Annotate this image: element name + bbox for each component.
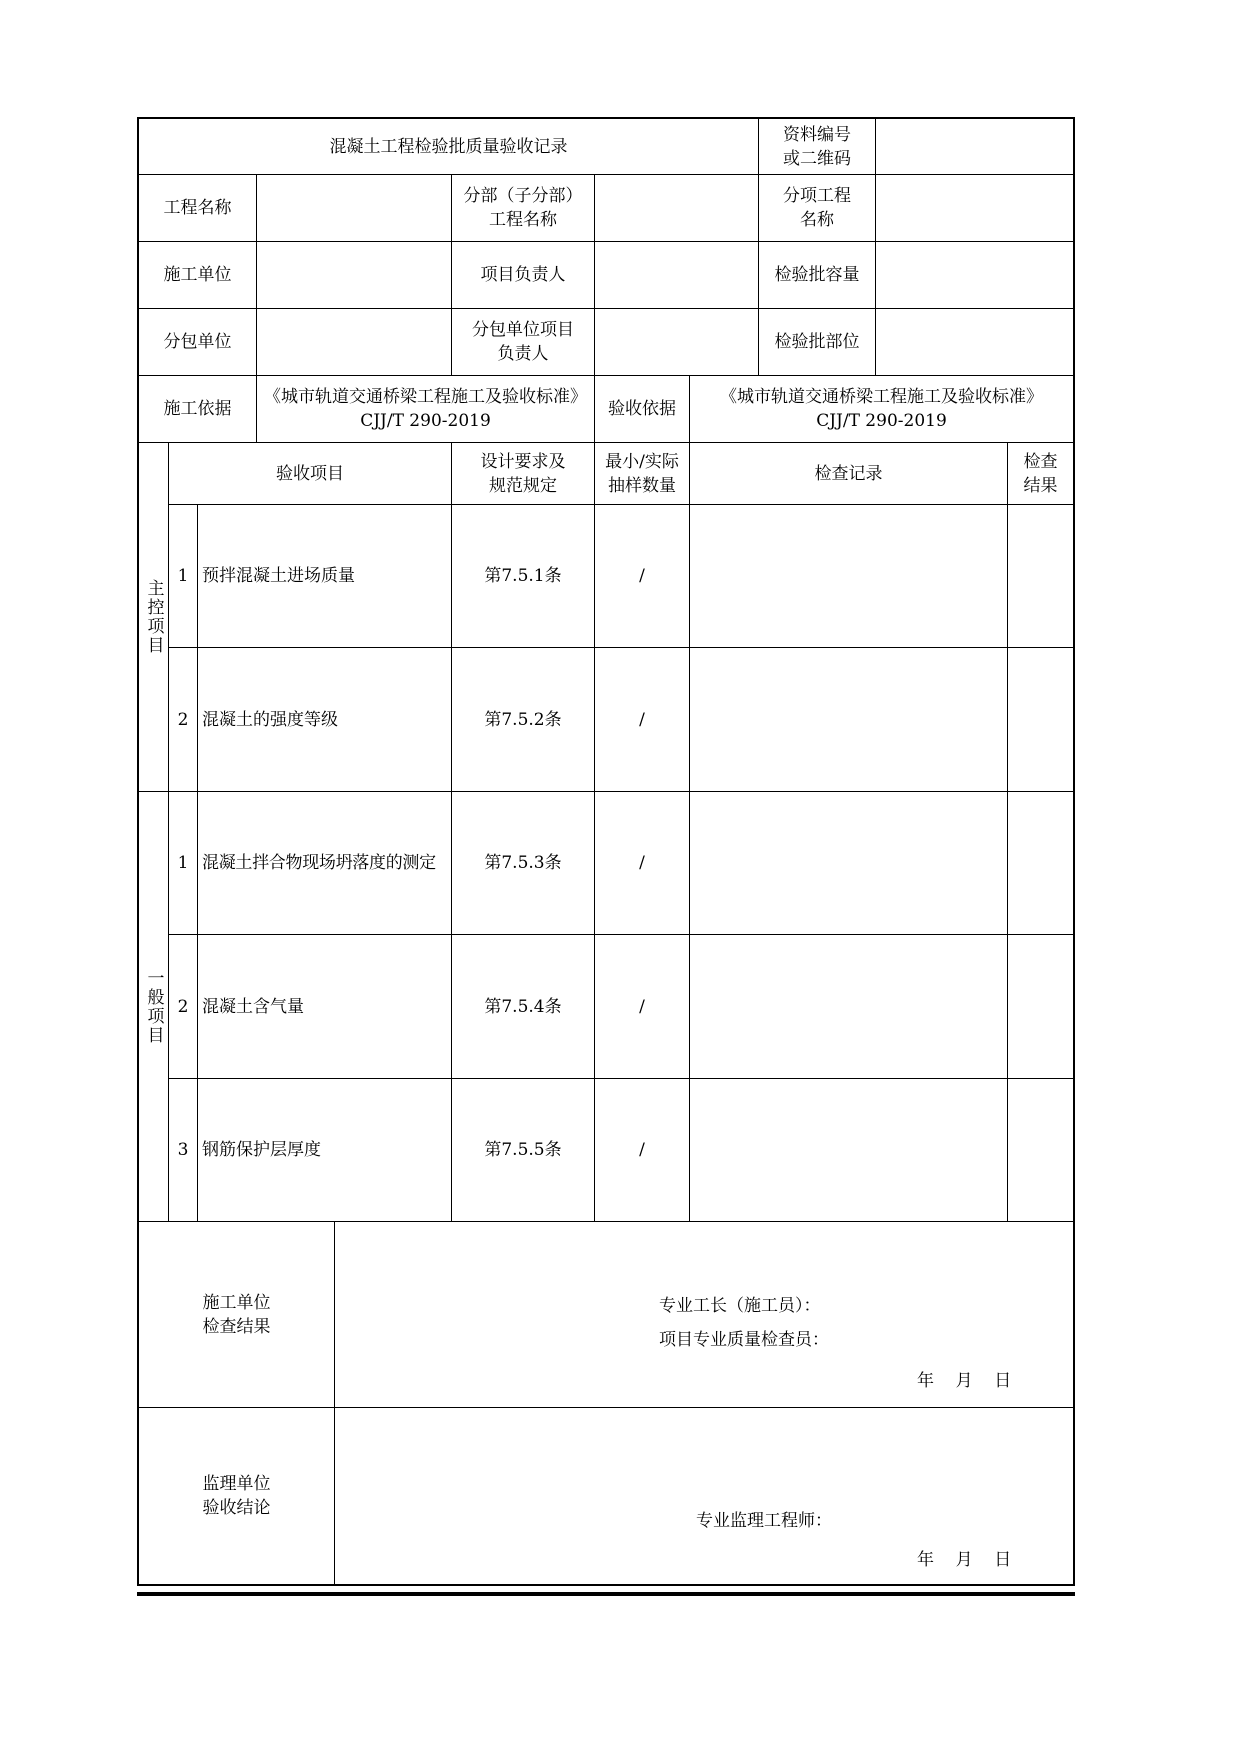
- item-number: 2: [169, 648, 198, 792]
- item-record-field[interactable]: [690, 1079, 1008, 1222]
- item-record-field[interactable]: [690, 935, 1008, 1079]
- item-name: 混凝土含气量: [198, 935, 452, 1079]
- item-name: 混凝土拌合物现场坍落度的测定: [198, 792, 452, 935]
- project-name-label: 工程名称: [139, 175, 257, 242]
- item-record-field[interactable]: [690, 648, 1008, 792]
- item-sample: /: [595, 792, 690, 935]
- bottom-rule: [137, 1592, 1075, 1596]
- item-clause: 第7.5.1条: [452, 505, 595, 648]
- item-name: 钢筋保护层厚度: [198, 1079, 452, 1222]
- foreman-signature-label: 专业工长（施工员）：: [659, 1296, 821, 1316]
- batch-location-label: 检验批部位: [759, 309, 876, 376]
- item-result-field[interactable]: [1008, 792, 1073, 935]
- col-header-design: 设计要求及 规范规定: [452, 443, 595, 505]
- item-number: 3: [169, 1079, 198, 1222]
- item-clause: 第7.5.5条: [452, 1079, 595, 1222]
- construction-basis-value: 《城市轨道交通桥梁工程施工及验收标准》CJJ/T 290-2019: [257, 376, 595, 443]
- item-sample: /: [595, 648, 690, 792]
- construction-basis-label: 施工依据: [139, 376, 257, 443]
- item-clause: 第7.5.4条: [452, 935, 595, 1079]
- item-clause: 第7.5.2条: [452, 648, 595, 792]
- sub-item-field[interactable]: [876, 175, 1073, 242]
- project-leader-field[interactable]: [595, 242, 759, 309]
- supervisor-check-label: 监理单位 验收结论: [139, 1408, 335, 1584]
- item-sample: /: [595, 935, 690, 1079]
- item-number: 1: [169, 792, 198, 935]
- form-title: 混凝土工程检验批质量验收记录: [139, 119, 759, 175]
- supervising-engineer-signature-label: 专业监理工程师：: [696, 1511, 832, 1531]
- doc-no-label: 资料编号 或二维码: [759, 119, 876, 175]
- col-header-result: 检查 结果: [1008, 443, 1073, 505]
- acceptance-basis-value: 《城市轨道交通桥梁工程施工及验收标准》 CJJ/T 290-2019: [690, 376, 1073, 443]
- col-header-record: 检查记录: [690, 443, 1008, 505]
- col-header-sample: 最小/实际 抽样数量: [595, 443, 690, 505]
- contractor-check-label: 施工单位 检查结果: [139, 1222, 335, 1408]
- batch-capacity-label: 检验批容量: [759, 242, 876, 309]
- item-clause: 第7.5.3条: [452, 792, 595, 935]
- sub-division-field[interactable]: [595, 175, 759, 242]
- item-number: 2: [169, 935, 198, 1079]
- item-name: 预拌混凝土进场质量: [198, 505, 452, 648]
- general-group-label: 一般项目: [139, 792, 169, 1222]
- contractor-label: 施工单位: [139, 242, 257, 309]
- item-result-field[interactable]: [1008, 1079, 1073, 1222]
- item-sample: /: [595, 1079, 690, 1222]
- project-name-field[interactable]: [257, 175, 452, 242]
- item-result-field[interactable]: [1008, 648, 1073, 792]
- inspection-form: [137, 117, 1075, 1586]
- item-record-field[interactable]: [690, 792, 1008, 935]
- item-result-field[interactable]: [1008, 935, 1073, 1079]
- sub-leader-field[interactable]: [595, 309, 759, 376]
- doc-no-field[interactable]: [876, 119, 1073, 175]
- subcontractor-field[interactable]: [257, 309, 452, 376]
- sub-division-label: 分部（子分部） 工程名称: [452, 175, 595, 242]
- item-number: 1: [169, 505, 198, 648]
- item-sample: /: [595, 505, 690, 648]
- batch-capacity-field[interactable]: [876, 242, 1073, 309]
- project-leader-label: 项目负责人: [452, 242, 595, 309]
- item-result-field[interactable]: [1008, 505, 1073, 648]
- supervisor-date: 年 月 日: [917, 1550, 1012, 1570]
- contractor-field[interactable]: [257, 242, 452, 309]
- col-header-item: 验收项目: [169, 443, 452, 505]
- item-name: 混凝土的强度等级: [198, 648, 452, 792]
- batch-location-field[interactable]: [876, 309, 1073, 376]
- subcontractor-label: 分包单位: [139, 309, 257, 376]
- main-control-group-label: 主控项目: [139, 443, 169, 792]
- sub-leader-label: 分包单位项目 负责人: [452, 309, 595, 376]
- acceptance-basis-label: 验收依据: [595, 376, 690, 443]
- contractor-date: 年 月 日: [917, 1371, 1012, 1391]
- sub-item-label: 分项工程 名称: [759, 175, 876, 242]
- quality-inspector-signature-label: 项目专业质量检查员：: [659, 1330, 829, 1350]
- item-record-field[interactable]: [690, 505, 1008, 648]
